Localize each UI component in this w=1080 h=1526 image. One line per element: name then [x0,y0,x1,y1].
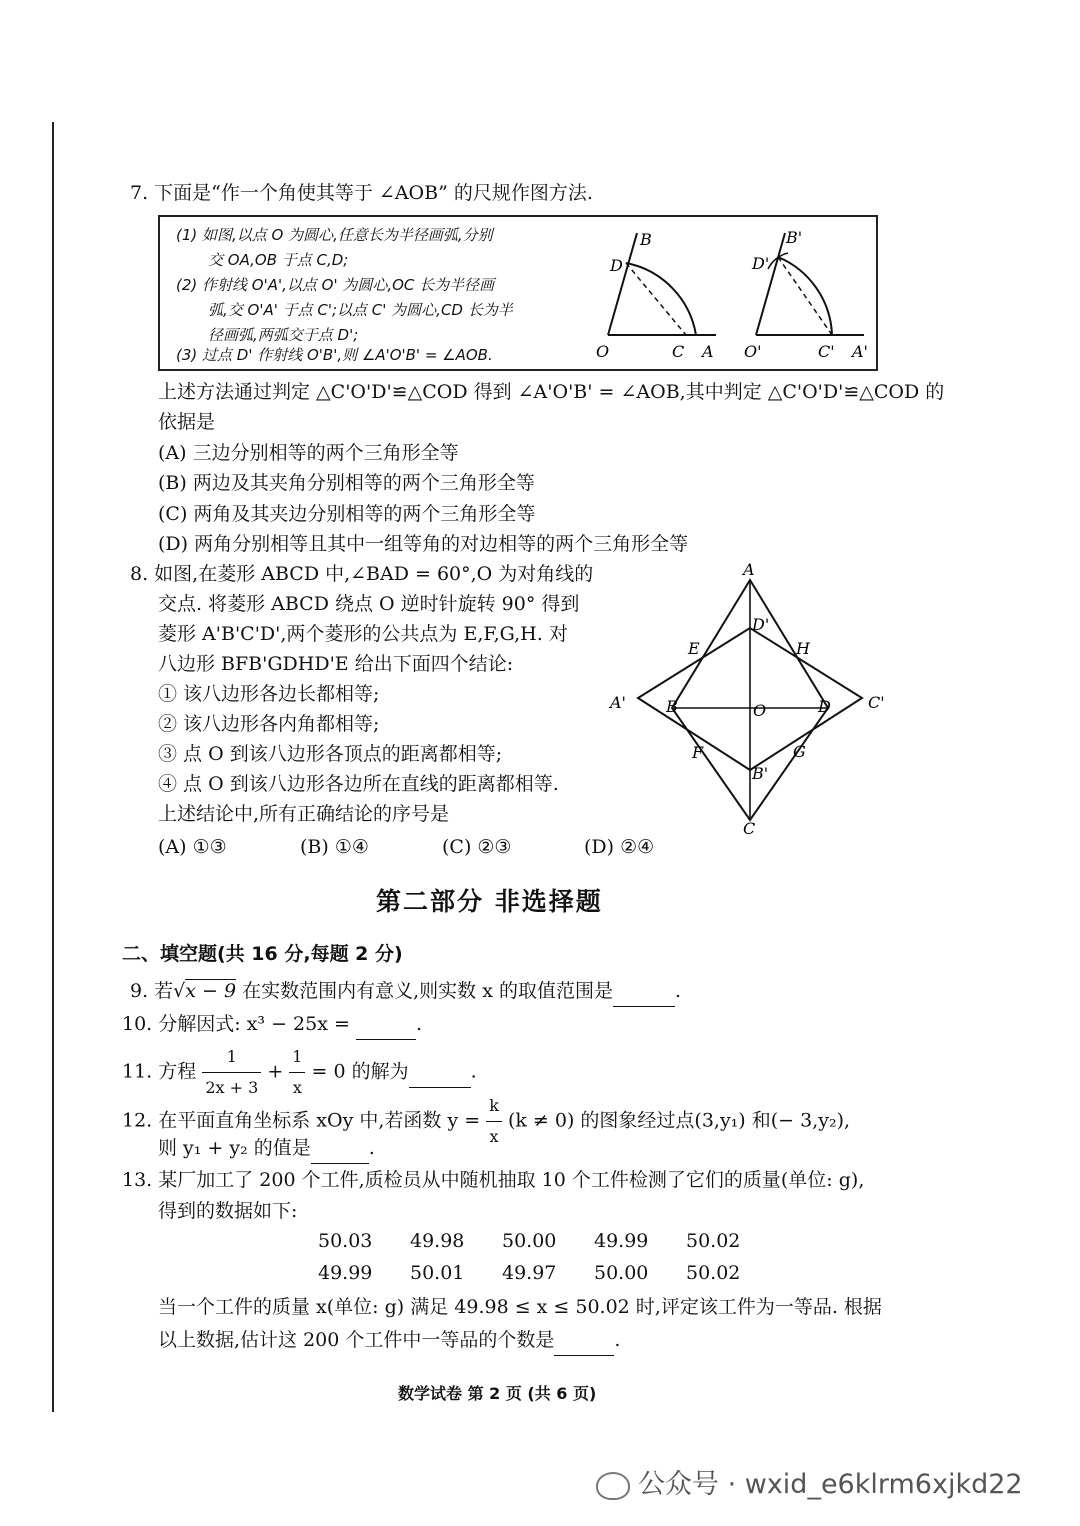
q13-end: . [614,1329,621,1351]
label-d: D [818,697,831,716]
q7-step-1: (1) 如图,以点 O 为圆心,任意长为半径画弧,分别 [176,226,493,244]
label-f: F [692,743,704,762]
label-b: B [666,697,678,716]
q8-conclusion-4: ④ 点 O 到该八边形各边所在直线的距离都相等. [158,773,559,795]
q8-option-b: (B) ①④ [300,836,369,858]
q7-figure-original [592,227,722,365]
data-cell: 50.00 [594,1262,649,1284]
q8-line-2: 交点. 将菱形 ABCD 绕点 O 逆时针旋转 90° 得到 [158,593,580,615]
data-cell: 50.01 [410,1262,465,1284]
q7-step-1b: 交 OA,OB 于点 C,D; [208,251,349,269]
q8-option-d: (D) ②④ [584,836,655,858]
q8-option-c: (C) ②③ [442,836,512,858]
q12-denominator: x [489,1127,499,1146]
q13-line-1: 13. 某厂加工了 200 个工件,质检员从中随机抽取 10 个工件检测了它们的质量(单位: g), [122,1169,865,1191]
q11-answer-blank[interactable] [409,1057,471,1088]
data-cell: 49.99 [318,1262,373,1284]
q11-f2-denominator: x [292,1078,302,1097]
label-d1: D' [752,254,770,273]
q7-stem: 7. 下面是“作一个角使其等于 ∠AOB” 的尺规作图方法. [130,182,593,204]
label-o: O [596,342,610,361]
label-c: C [743,819,756,838]
q7-option-c: (C) 两角及其夹边分别相等的两个三角形全等 [158,503,536,525]
q13-line-2: 得到的数据如下: [158,1200,298,1222]
label-a1: A' [852,342,868,361]
q7-step-2: (2) 作射线 O'A',以点 O' 为圆心,OC 长为半径画 [176,276,495,294]
margin-line [52,122,54,1412]
label-a1: A' [610,693,626,712]
q10-answer-blank[interactable] [356,1009,416,1040]
arc-cd [626,263,696,335]
label-c1: C' [868,693,885,712]
q9 [130,976,681,1007]
q13-line-4 [158,1325,620,1356]
q8-line-4: 八边形 BFB'GDHD'E 给出下面四个结论: [158,653,514,675]
q9-answer-blank[interactable] [613,976,675,1007]
q8-rhombus-figure [600,558,900,843]
q7-figure-construction [740,227,874,365]
label-g: G [793,742,806,761]
ray-ob [608,233,637,335]
data-cell: 49.98 [410,1230,465,1252]
label-b1: B' [752,764,769,783]
q13-line-4-text: 以上数据,估计这 200 个工件中一等品的个数是 [158,1329,555,1351]
q8-conclusion-3: ③ 点 O 到该八边形各顶点的距离都相等; [158,743,503,765]
q12-line-2-text: 则 y₁ + y₂ 的值是 [158,1137,311,1159]
q7-step-2c: 径画弧,两弧交于点 D'; [208,326,359,344]
q7-option-d: (D) 两角分别相等且其中一组等角的对边相等的两个三角形全等 [158,533,689,555]
q12-answer-blank[interactable] [311,1133,369,1164]
q9-pre: 9. 若 [130,980,174,1002]
q11-plus: + [267,1060,284,1083]
q9-post: 在实数范围内有意义,则实数 x 的取值范围是 [236,980,613,1002]
label-d1: D' [752,615,770,634]
data-cell: 49.97 [502,1262,557,1284]
watermark-text: 公众号 · wxid_e6klrm6xjkd22 [638,1469,1023,1500]
q7-after-2: 依据是 [158,411,216,433]
label-c: C [672,342,685,361]
q11-post: = 0 的解为 [311,1060,409,1083]
data-cell: 50.02 [686,1230,741,1252]
q8-line-3: 菱形 A'B'C'D',两个菱形的公共点为 E,F,G,H. 对 [158,623,568,645]
q8-line-1: 8. 如图,在菱形 ABCD 中,∠BAD = 60°,O 为对角线的 [130,563,594,585]
q12-pre: 12. 在平面直角坐标系 xOy 中,若函数 y = [122,1109,481,1132]
q7-option-b: (B) 两边及其夹角分别相等的两个三角形全等 [158,472,535,494]
data-cell: 49.99 [594,1230,649,1252]
q10-end: . [415,1013,422,1035]
q7-step-2b: 弧,交 O'A' 于点 C';以点 C' 为圆心,CD 长为半 [208,301,513,319]
q11-f1-denominator: 2x + 3 [205,1078,259,1097]
data-cell: 50.00 [502,1230,557,1252]
q10 [122,1009,422,1040]
q11-f1-numerator: 1 [202,1042,261,1073]
q12-numerator: k [486,1091,502,1122]
q12-fraction [486,1091,502,1152]
q12-line-2 [158,1133,375,1164]
label-b: B [640,230,652,249]
q7-step-3: (3) 过点 D' 作射线 O'B',则 ∠A'O'B' = ∠AOB. [176,346,493,364]
data-cell: 50.02 [686,1262,741,1284]
label-a: A [743,560,755,579]
wechat-icon [596,1472,630,1500]
watermark [596,1462,1023,1501]
label-a: A [702,342,714,361]
q7-method-box [158,215,878,371]
q10-pre: 10. 分解因式: x³ − 25x = [122,1013,350,1035]
sqrt-sign: √ [173,980,186,1002]
label-h: H [796,639,810,658]
q11-end: . [470,1060,477,1083]
q7-after-1: 上述方法通过判定 △C'O'D'≌△COD 得到 ∠A'O'B' = ∠AOB,其中判定 △C'O'D'≌△COD 的 [158,381,945,403]
q13-line-3: 当一个工件的质量 x(单位: g) 满足 49.98 ≤ x ≤ 50.02 时,评定该工件为一等品. 根据 [158,1296,882,1318]
q13-answer-blank[interactable] [554,1325,614,1356]
section-fill-in: 二、填空题(共 16 分,每题 2 分) [122,943,403,965]
q8-question: 上述结论中,所有正确结论的序号是 [158,803,450,825]
q8-option-a: (A) ①③ [158,836,227,858]
q11-pre: 11. 方程 [122,1060,197,1083]
q8-conclusion-1: ① 该八边形各边长都相等; [158,683,380,705]
ray-o1b1 [756,233,785,335]
label-c1: C' [818,342,835,361]
label-e: E [688,639,700,658]
part2-title: 第二部分 非选择题 [376,887,603,916]
q8-conclusion-2: ② 该八边形各内角都相等; [158,713,380,735]
page-footer: 数学试卷 第 2 页 (共 6 页) [398,1384,597,1403]
q7-option-a: (A) 三边分别相等的两个三角形全等 [158,442,459,464]
q9-radicand: x − 9 [185,980,237,1002]
q11-f2-numerator: 1 [289,1042,305,1073]
q12-post: (k ≠ 0) 的图象经过点(3,y₁) 和(− 3,y₂), [507,1109,851,1132]
label-o: O [753,701,767,720]
segment-c1d1 [778,257,832,335]
label-b1: B' [786,228,803,247]
q9-end: . [674,980,682,1002]
q12-end: . [368,1137,375,1159]
label-o1: O' [744,342,762,361]
label-d: D [610,256,623,275]
data-cell: 50.03 [318,1230,373,1252]
